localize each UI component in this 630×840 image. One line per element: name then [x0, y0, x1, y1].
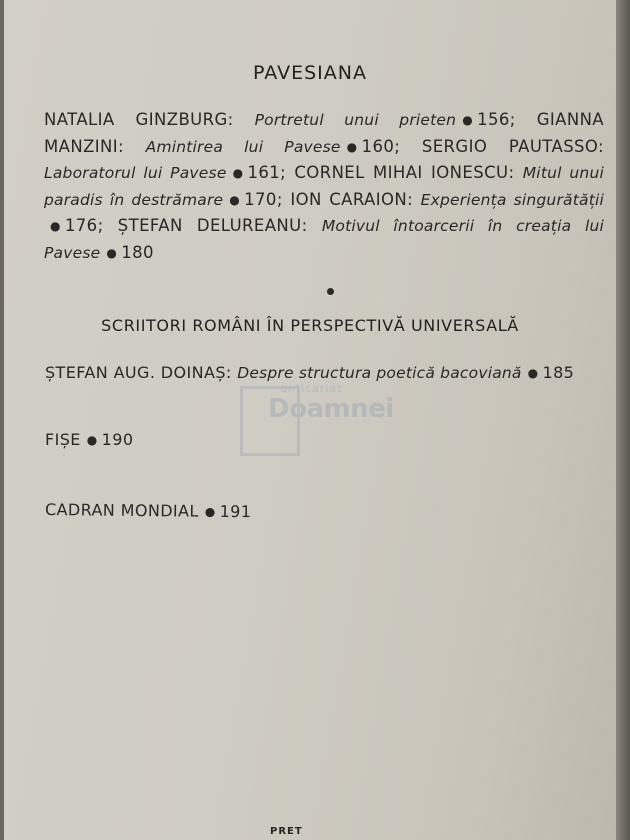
pavesiana-title: PAVESIANA: [253, 62, 367, 84]
book-page: [4, 0, 616, 840]
entry-work: Mitul unui paradis în destrămare: [44, 164, 604, 209]
bullet-icon: ●: [346, 139, 358, 154]
entry-page: 176;: [64, 216, 104, 235]
entry-page: 156;: [477, 110, 516, 129]
page-edge-shadow: [616, 0, 630, 840]
fise-entry: [45, 430, 133, 449]
entry-work: Despre structura poetică bacoviană: [237, 364, 522, 382]
watermark-big-text: Doamnei: [268, 394, 394, 424]
bullet-icon: ●: [50, 219, 61, 233]
pavesiana-entries: [44, 107, 604, 266]
entry-author: SERGIO PAUTASSO:: [421, 136, 604, 156]
entry-doinas: [45, 363, 574, 382]
entry-page: 160;: [361, 136, 401, 156]
entry-page: 161;: [247, 163, 287, 182]
entry-delureanu: [44, 216, 604, 262]
bullet-icon: ●: [232, 166, 244, 180]
entry-author: NATALIA GINZBURG:: [44, 110, 234, 129]
universal-title: SCRIITORI ROMÂNI ÎN PERSPECTIVĂ UNIVERSALĂ: [101, 316, 519, 335]
fise-page: 190: [101, 430, 134, 449]
cadran-page: 191: [219, 501, 252, 522]
bullet-icon: ●: [86, 433, 98, 447]
entry-author: ȘTEFAN DELUREANU:: [117, 216, 308, 235]
bullet-icon: ●: [229, 192, 241, 207]
entry-author: CORNEL MIHAI IONESCU:: [294, 163, 515, 182]
fise-label: FIȘE: [45, 430, 81, 449]
watermark-logo: [240, 382, 410, 458]
entry-work: Laboratorul lui Pavese: [44, 164, 227, 182]
entry-author: GIANNA MANZINI:: [44, 110, 604, 156]
cadran-entry: [45, 500, 252, 521]
bullet-icon: ●: [204, 504, 216, 519]
bullet-icon: ●: [462, 113, 474, 127]
entry-author: ȘTEFAN AUG. DOINAȘ:: [45, 363, 232, 382]
entry-page: 185: [542, 363, 575, 382]
watermark-small-text: anticariat: [280, 382, 343, 395]
entry-work: Amintirea lui Pavese: [145, 137, 341, 156]
bullet-icon: ●: [527, 366, 539, 380]
entry-ginzburg: [44, 110, 537, 129]
entry-page: 170;: [244, 189, 283, 209]
entry-work: Portretul unui prieten: [254, 111, 457, 129]
entry-page: 180: [121, 242, 154, 262]
bullet-icon: ●: [106, 245, 118, 260]
cadran-label: CADRAN MONDIAL: [44, 500, 199, 521]
entry-work: Motivul întoarcerii în creația lui Pavese: [44, 217, 604, 262]
entry-work: Experiența singurătății: [420, 190, 604, 209]
entry-author: ION CARAION:: [290, 189, 414, 209]
bottom-fragment: PRET: [270, 826, 303, 837]
section-separator-dot: [327, 288, 334, 295]
